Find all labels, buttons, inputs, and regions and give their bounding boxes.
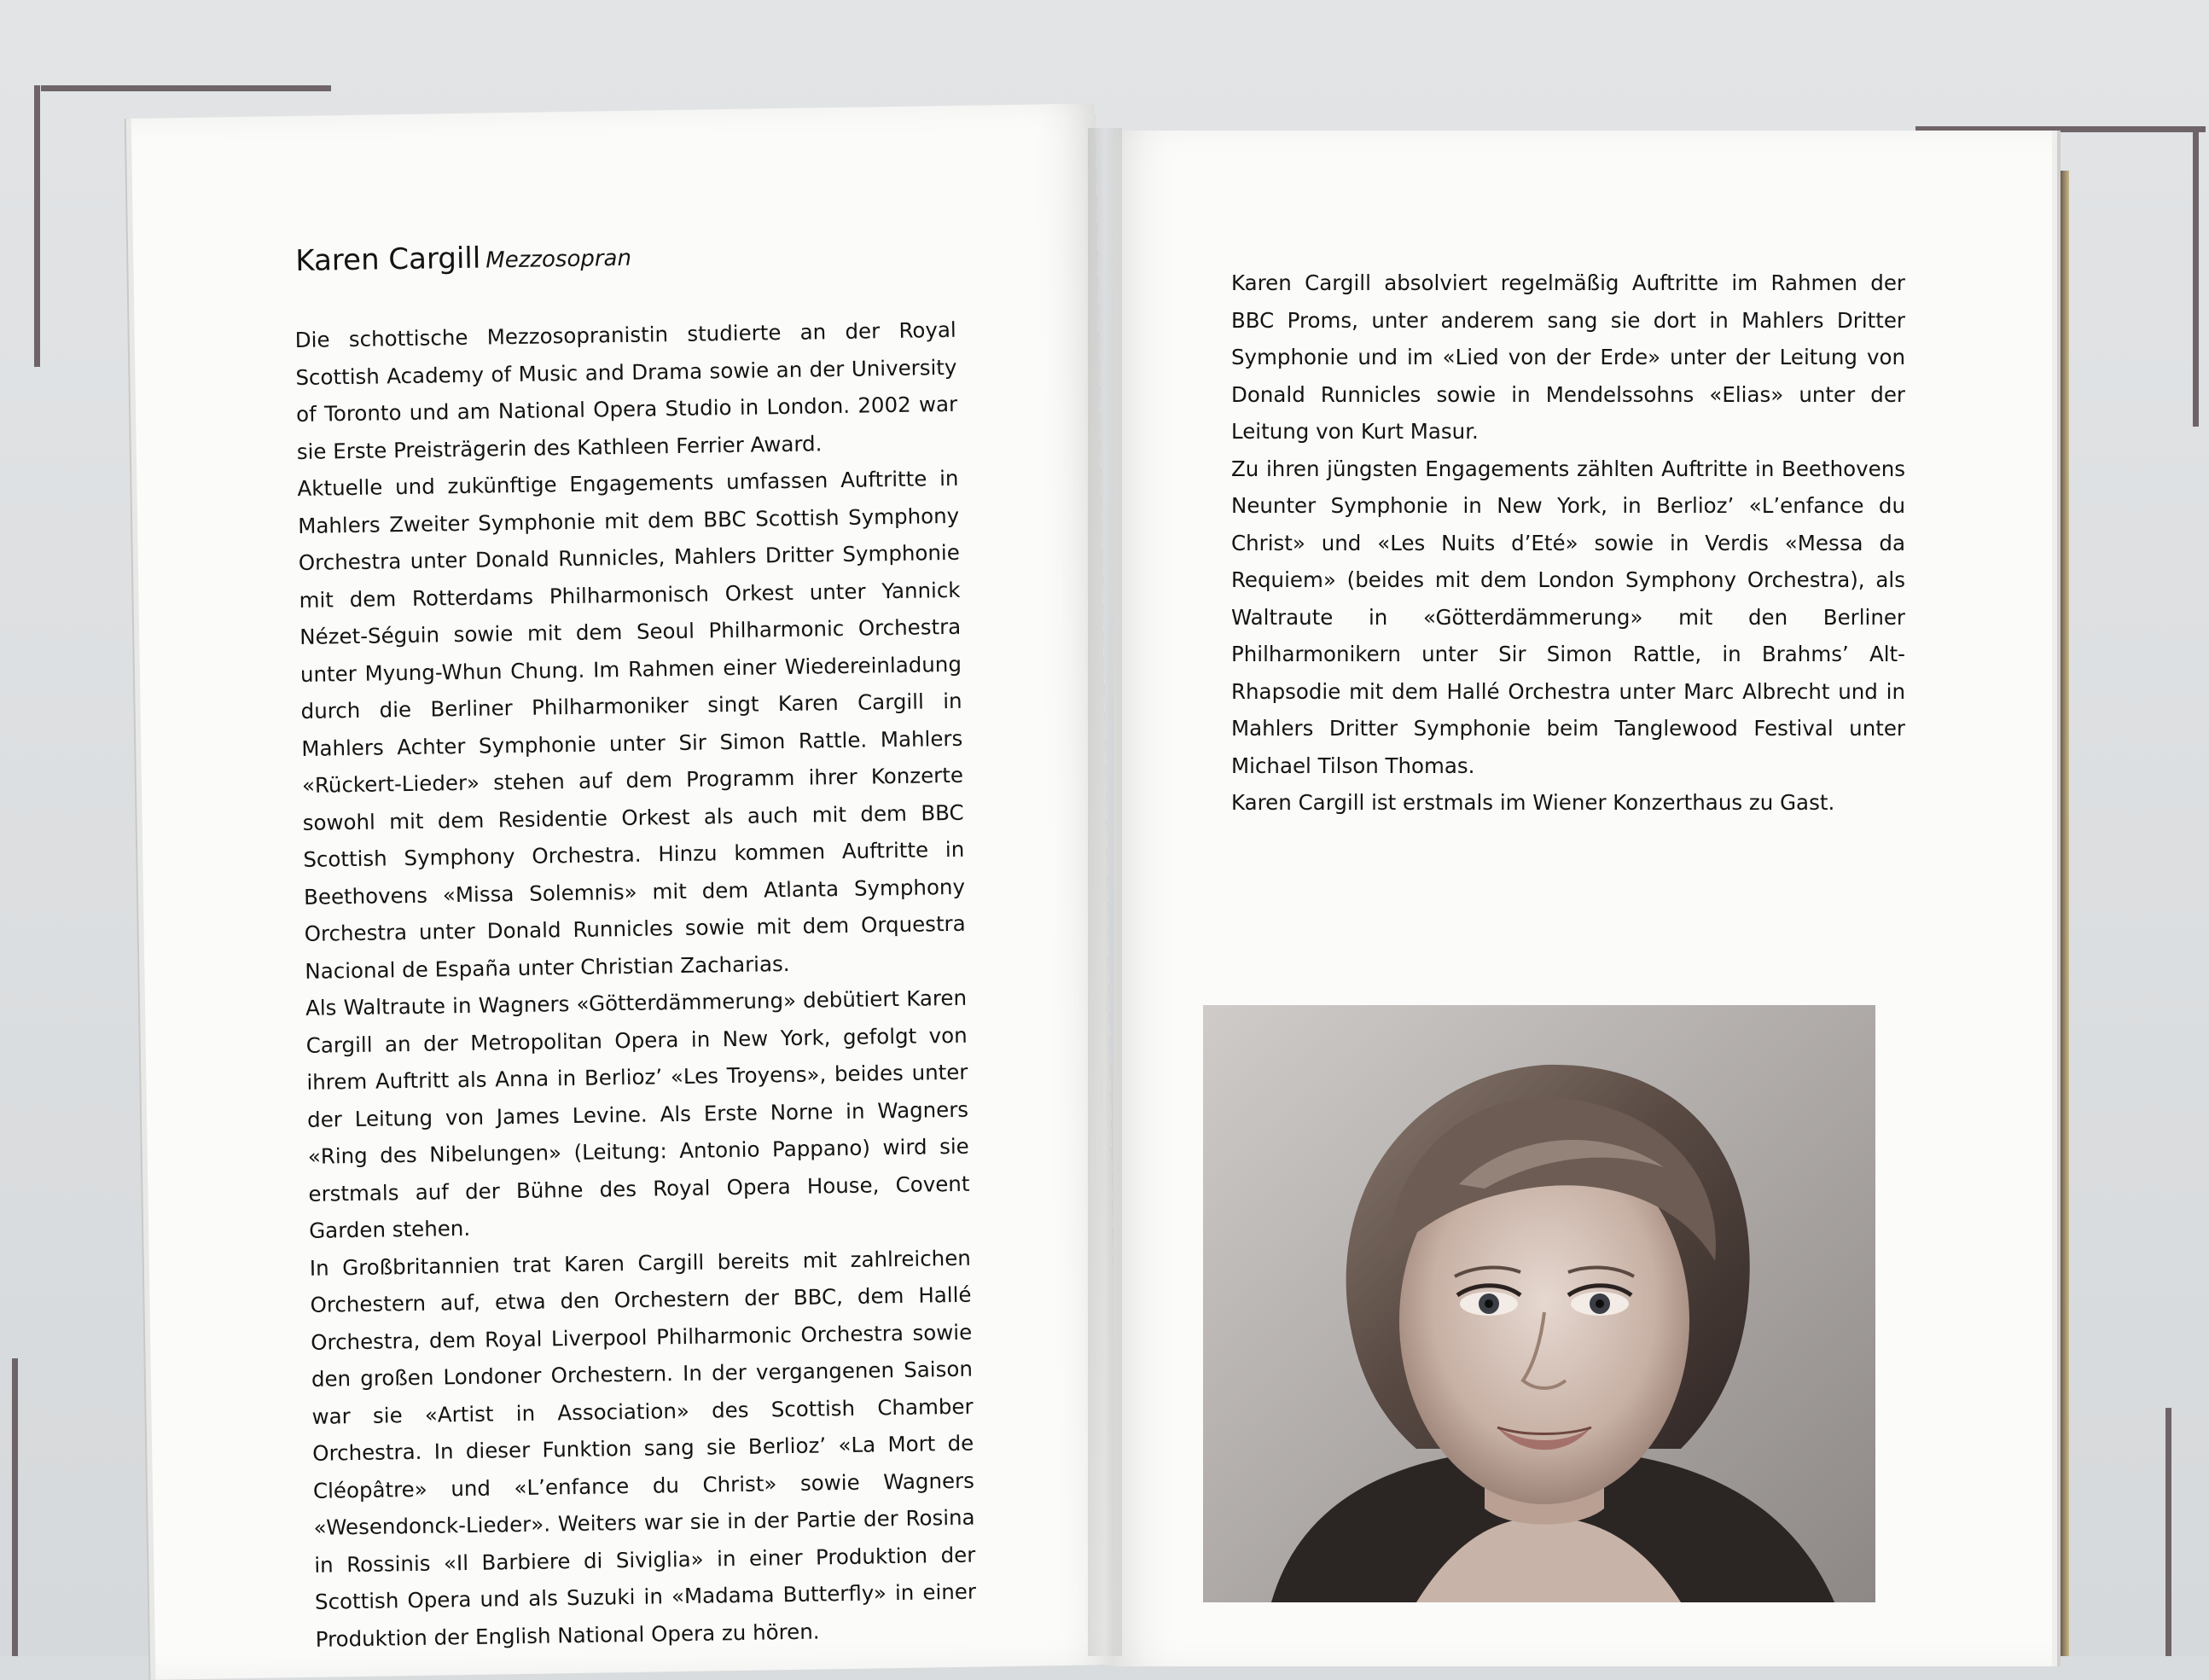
portrait-illustration (1203, 1005, 1875, 1602)
artist-name: Karen Cargill (295, 241, 481, 278)
left-page (131, 103, 1120, 1680)
book-edge (2052, 171, 2069, 1656)
right-page-text (1231, 264, 1905, 822)
corner-mark-bottom-left-vertical (12, 1358, 18, 1656)
artist-role: Mezzosopran (485, 245, 632, 274)
portrait-photo (1203, 1005, 1875, 1602)
biography-paragraph: Karen Cargill absolviert regelmäßig Auftritte im Rahmen der BBC Proms, unter anderem sang sie dort in Mahlers Dritter Symphonie und im «Lied von der Erde» unter der Leitung von Donald Runnicles sowie in Mendelssohns «Elias» unter der Leitung von Kurt Masur. (1231, 270, 1905, 444)
right-page (1113, 131, 2052, 1666)
biography-paragraph: In Großbritannien trat Karen Cargill bereits mit zahlreichen Orchestern auf, etwa den Orchestern der BBC, dem Hallé Orchestra, dem Royal Liverpool Philharmonic Orchestra sowie den großen Londoner Orchestern. In der vergangenen Saison war sie «Artist in Association» des Scottish Chamber Orchestra. In dieser Funktion sang sie Berlioz’ «La Mort de Cléopâtre» und «L’enfance du Christ» sowie Wagners «Wesendonck-Lieder». Weiters war sie in der Partie der Rosina in Rossinis «Il Barbiere di Siviglia» in einer Produktion der Scottish Opera und als Suzuki in «Madama Butterfly» in einer Produktion der English National Opera zu hören. (309, 1245, 977, 1652)
page-title (295, 234, 956, 281)
corner-mark-top-left (41, 85, 331, 91)
corner-mark-bottom-right-vertical (2165, 1408, 2171, 1656)
biography-paragraph: Karen Cargill ist erstmals im Wiener Konzerthaus zu Gast. (1231, 790, 1835, 815)
left-page-text (294, 234, 977, 1658)
biography-paragraph: Aktuelle und zukünftige Engagements umfassen Auftritte in Mahlers Zweiter Symphonie mit dem BBC Scottish Symphony Orchestra unter Donald Runnicles, Mahlers Dritter Symphonie mit dem Rotterdams Philharmonisch Orkest unter Yannick Nézet-Séguin sowie mit dem Seoul Philharmonic Orchestra unter Myung-Whun Chung. Im Rahmen einer Wiedereinladung durch die Berliner Philharmoniker singt Karen Cargill in Mahlers Achter Symphonie unter Sir Simon Rattle. Mahlers «Rückert-Lieder» stehen auf dem Programm ihrer Konzerte sowohl mit dem Residentie Orkest als auch mit dem BBC Scottish Symphony Orchestra. Hinzu kommen Auftritte in Beethovens «Missa Solemnis» mit dem Atlanta Symphony Orchestra unter Donald Runnicles sowie mit dem Orquestra Nacional de España unter Christian Zacharias. (297, 465, 966, 984)
corner-mark-top-right-vertical (2193, 128, 2199, 427)
biography-paragraph: Als Waltraute in Wagners «Götterdämmerung» debütiert Karen Cargill an der Metropolitan Opera in New York, gefolgt von ihrem Auftritt als Anna in Berlioz’ «Les Troyens», beides unter der Leitung von James Levine. Als Erste Norne in Wagners «Ring des Nibelungen» (Leitung: Antonio Pappano) wird sie erstmals auf der Bühne des Royal Opera House, Covent Garden stehen. (305, 985, 970, 1243)
biography-paragraph: Zu ihren jüngsten Engagements zählten Auftritte in Beethovens Neunter Symphonie in New York, in Berlioz’ «L’enfance du Christ» und «Les Nuits d’Eté» sowie in Verdis «Messa da Requiem» (beides mit dem London Symphony Orchestra), als Waltraute in «Götterdämmerung» mit den Berliner Philharmonikern unter Sir Simon Rattle, in Brahms’ Alt-Rhapsodie mit dem Hallé Orchestra unter Marc Albrecht und in Mahlers Dritter Symphonie beim Tanglewood Festival unter Michael Tilson Thomas. (1231, 456, 1905, 778)
corner-mark-top-left-vertical (34, 85, 40, 367)
book-gutter (1088, 128, 1122, 1656)
biography-paragraph: Die schottische Mezzosopranistin studierte an der Royal Scottish Academy of Music and Drama sowie an der University of Toronto und am National Opera Studio in London. 2002 war sie Erste Preisträgerin des Kathleen Ferrier Award. (294, 317, 958, 464)
